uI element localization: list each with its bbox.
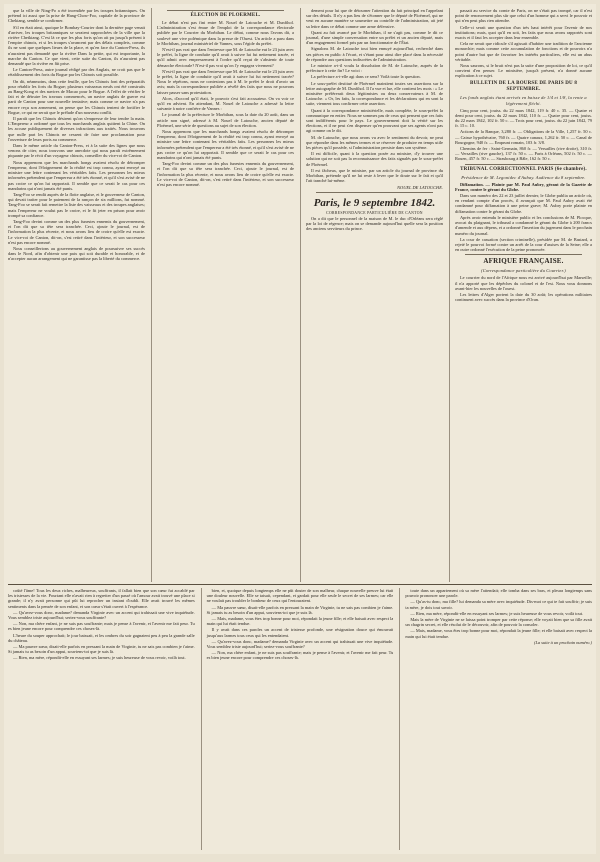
paragraph: Celle-ci serait une question d'un très haut intérêt pour l'avenir de nos institutions; mais, quoi qu'il en soit, les faits que nous avons rapportés sont exacts et il faut les accepter dans leur ensemble.: [455, 24, 592, 41]
paragraph: Le ministre a-t-il voulu la dissolution de M. de Latouche, auprès de la préfecture à cette fin? Le voici :: [306, 63, 443, 74]
paragraph: — Ma pauvre sœur, disait-elle parfois en pressant la main de Virginie, tu ne sais pas combien je t'aime. Si jamais tu as besoin d'un appui, souviens-toi que je suis là.: [8, 644, 195, 655]
paragraph: Quant à la correspondance ministérielle, mais complète, le sous-préfet la communique en entier. Nous ne sommes pas de ceux qui pensent que ces faits sont indifférents pour le pays. Le gouvernement doit la vérité sur les élections, et il ne peut s'en dispenser qu'en prouvant que ses agents n'ont pas agi comme on le dit.: [306, 107, 443, 134]
paragraph: N'est-il pas vrai que dans l'entrevue que M. de Latouche eut le 23 juin avec le préfet, la ligne de conduite qu'il avait à suivre lui fut nettement tracée, et qu'il admit avec empressement à l'ordre qu'il reçut de s'abstenir de toute démarche électorale? N'est-il pas vrai qu'on l'y engagea vivement?: [157, 47, 294, 68]
divider: [167, 10, 284, 11]
paragraph: — Rien, ma mère, répondit-elle en essuyant ses larmes; je suis heureuse de vous revoir, voilà tout.: [13, 655, 186, 661]
paragraph: Il est difficile, quant à la question posée au ministre, d'y trouver une solution qui ne soit pas la reconnaissance des faits signalés par le sous-préfet de Ploërmel.: [306, 151, 443, 167]
paragraph: Nous conseillerions au gouvernement anglais de poursuivre ses succès dans le Nord, afin d'obtenir une paix qui soit durable et honorable, et de n'accepter aucun arrangement qui ne garantisse pas la liberté du commerce.: [8, 245, 145, 262]
paragraph: coûté l'âme! Tous les deux riches, malheureux, souffrants, il fallait bien que son cœur fut accablé par les tristesses de la vie. Pourtant elle n'avait rien à regretter d'un passé où l'amour avait trouvé une place si grande; il n'y avait personne qui pût lui reprocher un instant d'oubli. Elle avait trouvé les mêmes sentiments dans la pensée de son enfant, et son cœur s'était ouvert à l'espérance.: [8, 588, 195, 609]
paragraph: Nous apprenons que les marchands hongs avaient résolu de détromper l'empereur, dont l'éloignement de la réalité est trop connu, ayant envoyé au ministre une lettre contenant les véritables faits. Les personnes les mieux informées prétendent que l'empereur a été très étonné, et qu'il s'est avisé de ne pas croire ce qu'on lui rapportait. Il semble que ce serait le cas pour ces mandarins qui n'ont jamais été punis.: [157, 129, 294, 161]
bourse-subheading: Les fonds anglais étant arrivés en baisse de 1/4 et 1/8, la rente a légèrement fléchi.: [460, 94, 587, 106]
paragraph: — Mais, madame, vous êtes trop bonne pour moi, répondait la jeune fille; et elle baisait avec respect la main qui lui était tendue.: [405, 628, 593, 639]
paragraph: Le journal de la préfecture le Morbihan, sous la date du 20 août, dans un article non signé, adressé à M. Nouel de Latouche, ancien député de Ploërmel, une série de questions au sujet de son élection.: [157, 112, 294, 128]
paragraph: Le Canton-Press, autre journal rédigé par des Anglais, ne croit pas que le rétablissement des forts du Bogue par les Chinois soit possible.: [8, 67, 145, 78]
paragraph: S'il en était ainsi, quoique le Bombay-Courier dont la dernière page venait d'arriver, les troupes britanniques se seraient rapprochées de la ville que la rivière Chetkiang. C'est là ce que les plus forts qu'on ait pu jusqu'à présent à l'empire chinois, et si les troupes s'avancent par des délais complets, comme ils ne sont que quelques lieues de la place, et qu'en face du Canton-Press, ils n'auraient pas demandé que la rivière Dans la petite, qui est importante, la marche du Canton. Ce que vient, cette suite du Canton, ils n'auraient pas demandé que la rivière en fût prise.: [8, 24, 145, 67]
paragraph: Il est fâcheux, que le ministre, par un article du journal de province du Morbihan, prétende qu'il ne lui reste à lever que le doute sur le fait et qu'il l'ait tranché lui-même.: [306, 167, 443, 184]
paragraph: Le débat n'est pas fini entre M. Nouel de Latouche et M. Dunfihol. L'administration s'est émue de l'emploi de la correspondance électorale publiée par le Courrier du Morbihan. Le débat, comme nous l'avons dit, a soulevé une vive polémique dans la presse de l'Ouest. Un article a paru dans le Morbihan, journal ministériel de Vannes, sous l'égide du préfet.: [157, 20, 294, 46]
afrique-heading: AFRIQUE FRANÇAISE.: [483, 257, 564, 266]
paragraph: Alors, d'accord qu'il était, le pouvoir s'est fait accusateur. On va voir ce qu'il en advient. En attendant, M. Nouel de Latouche a adressé la lettre suivante à notre confrère de Vannes :: [157, 95, 294, 112]
column-4: [449, 8, 592, 582]
paragraph: L'heure du souper approchait; le jour baissait, et les ombres du soir gagnaient peu à peu la grande salle du château.: [8, 632, 195, 643]
main-columns: [8, 8, 592, 582]
paragraph: toute dans un appartement où sa mère l'attendait; elle tomba dans ses bras, et pleura longtemps sans pouvoir prononcer une parole.: [405, 588, 593, 599]
tribunal-subheading: Présidence de M. Legonidec d'Aubay. Audience du 8 septembre.: [461, 174, 586, 180]
paragraph: Mais la mère de Virginie ne se laissa point tromper par cette réponse; elle voyait bien que sa fille avait un chagrin secret, et elle résolut de le découvrir, afin de pouvoir la consoler.: [405, 617, 593, 628]
paragraph: Nous apprenons que les marchands hongs avaient résolu de détromper l'empereur, dont l'éloignement de la réalité est trop connu, ayant envoyé au ministre une lettre contenant les véritables faits. Les personnes les mieux informées prétendent que l'empereur a été très étonné, et qu'il s'est avisé de ne pas croire ce qu'on lui rapportait. Il semble que ce serait le cas pour ces mandarins qui n'ont jamais été punis.: [8, 159, 145, 191]
dateline: Paris, le 9 septembre 1842.: [313, 196, 436, 209]
paragraph: La préfecture a-t-elle agi dans ce sens? Voilà toute la question.: [311, 74, 421, 80]
paragraph: Nous saurons, si le bruit n'est pas la suite d'une proposition de loi, ce qu'il convient d'en penser. Le ministère, jusqu'à présent, n'a donné aucune explication à ce sujet.: [455, 63, 592, 79]
paragraph: Il paraît que les Chinois désirent qu'on s'empresse de leur tendre la main. L'Empereur a ordonné que tous les marchands anglais quittent la Chine. On les accuse publiquement de diverses infractions aux traités. Nous trouvons que nulle part les Chinois ne cessent de faire une proclamation pour l'ouverture de leurs ports au commerce.: [8, 116, 145, 142]
paragraph: Chemins de fer : Saint-Germain, 860 fr. — Versailles (rive droite), 310 fr. — Versailles (rive gauche), 137 fr. 50 c. — Paris à Orléans, 502 fr. 50 c. — Rouen, 457 fr. 50 c. — Strasbourg à Bâle, 162 fr. 50 c.: [455, 146, 592, 162]
paragraph: que la ville de Ning-Po a été incendiée par les troupes britanniques. On prétend ici aussi que la prise de Hang-Chow-Foo, capitale de la province de Chekiang, semble se confirmer.: [8, 8, 145, 24]
paragraph: Quant au fait avancé par le Morbihan, il ne s'agit pas, comme le dit ce journal, d'une simple conversation entre un préfet et un ancien député, mais d'un engagement formel pris par un fonctionnaire de l'État.: [306, 29, 443, 46]
signature: NOUEL DE LATOUCHE.: [397, 184, 443, 190]
newspaper-page: [4, 4, 596, 854]
afrique-subheading: (Correspondance particulière du Courrier.): [481, 268, 566, 274]
paragraph: bien, et, quoique depuis longtemps elle ne pût douter de son malheur, chaque nouvelle preuve lui était une douleur nouvelle. Elle se taisait, cependant, et gardait pour elle seule le secret de ses larmes; car elle ne voulait pas troubler le bonheur de ceux qui l'entouraient.: [206, 588, 394, 604]
election-heading: ÉLECTION DE PLOERMEL.: [190, 13, 261, 18]
paragraph: dement pour lui que de détourner l'attention du fait principal en l'appelant sur des détails. Il n'y a pas lieu de s'étonner que le député de Ploërmel, qui ne veut en aucune manière se soumettre au contrôle de l'administration, ait jeté sa lettre dans ce débat comme une arme défensive.: [306, 8, 443, 29]
paragraph: On a dit que le personnel de la maison de M. le duc d'Orléans sera réglé par la loi de régence; mais on se demande aujourd'hui quelle sera la position des anciens serviteurs du prince.: [306, 215, 443, 232]
bourse-heading: BULLETIN DE LA BOURSE DE PARIS DU 8 SEPTEMBRE.: [469, 80, 578, 92]
divider: [465, 254, 582, 255]
feuilleton: [8, 588, 592, 850]
paragraph: Le sous-préfet destitué de Ploërmel maintient toutes ses assertions sur la lettre autographe de M. Dunfihol. Il l'a vue et lue, elle contient les mots : « Le ministère préférerait deux légitimistes ou deux conservateurs à M. de Latouche. » Or, les faits, la correspondance et les déclarations qui en sont la suite, viennent tous confirmer cette assertion.: [306, 80, 443, 107]
paragraph: Cela ne serait que ridicule s'il agissait d'habiter une tradition de l'ancienne monarchie; mais comme cette accumulation de fonctions et de pouvoirs n'a point d'autre but que de favoriser les intérêts particuliers, elle est un abus véritable.: [455, 41, 592, 62]
divider: [316, 192, 433, 193]
column-3: [300, 8, 443, 582]
paragraph: Dans son numéro des 22 et 23 juillet dernier, le Globe publia un article où, en rendant compte d'un procès, il avançait que M. Paul Aubry avait été condamné pour diffamation à une peine grave; M. Aubry porte plainte en diffamation contre le gérant du Globe.: [455, 193, 592, 214]
paragraph: — Non, ma chère enfant, je ne suis pas souffrante; mais je pense à l'avenir, et l'avenir me fait peur. Tu es bien jeune encore pour comprendre ces choses-là.: [8, 621, 195, 632]
paragraph: On dit, néanmoins, dans cette feuille, que les Chinois font des préparatifs pour rétablir les forts du Bogue; plusieurs vaisseaux neufs ont été construits au Bang-Kong et des navires de Macao pour le Bogue. A l'effet de vérifier le fait et de détruire les travaux commencés, un navire anglais de guerre est parti de Canton pour une nouvelle tentative; mais comme ce navire n'a pas encore reçu son armement, on pense que les Chinois tentent de fortifier le Bogue, ce qui ne serait que le prélude d'un nouveau conflit.: [8, 78, 145, 115]
paragraph: Il y avait dans ces paroles un accent de tristesse profonde, une résignation douce qui émouvait jusqu'aux larmes tous ceux qui les entendaient.: [206, 627, 394, 638]
paragraph: — Mais, madame, vous êtes trop bonne pour moi, répondait la jeune fille; et elle baisait avec respect la main qui lui était tendue.: [206, 616, 394, 627]
paragraph: Diffamation. — Plainte par M. Paul Aubry, gérant de la Gazette de France, contre le gérant du Globe.: [455, 181, 592, 192]
feuilleton-divider: [8, 584, 592, 586]
column-2: [151, 8, 294, 582]
feuilleton-column-3: [399, 588, 592, 850]
paragraph: La cour de cassation (section criminelle), présidée par M. de Bastard, a rejeté le pourvoi formé contre un arrêt de la cour d'assises de la Seine; elle a en outre ordonné l'exécution de la peine prononcée.: [455, 236, 592, 253]
paragraph: Tang-Foo devint comme un des plus funestes ennemis du gouvernement, et l'on dit que sa tête sera tranchée. Ceci, ajoute le journal, est de l'information la plus récente, et nous avons lieu de croire qu'elle est exacte. Le vice-roi de Canton, dit-on, s'est retiré dans l'intérieur, et son successeur n'est pas encore nommé.: [8, 218, 145, 245]
paragraph: Dans le même article du Canton-Press, et à la suite des lignes que nous venons de citer, nous trouvons une anecdote qui nous paraît extrêmement piquante par le récit d'un voyageur chinois, conseiller du vice-roi de Canton.: [8, 143, 145, 159]
paragraph: N'est-il pas vrai que dans l'entrevue que M. de Latouche eut le 23 juin avec le préfet, la ligne de conduite qu'il avait à suivre lui fut nettement tracée? Nous le répétons, nous ne contestons pas à M. le préfet le droit d'avoir un avis; mais la correspondance publiée a révélé des faits que nous ne pouvons laisser passer sans protestation.: [157, 68, 294, 95]
paragraph: — Qu'as-tu donc, ma fille? lui demanda sa mère avec inquiétude. Dis-moi ce qui te fait souffrir; je suis ta mère, je dois tout savoir.: [405, 599, 593, 610]
feuilleton-column-2: [201, 588, 394, 850]
divider: [465, 164, 582, 165]
paragraph: Signalons M. de Latouche tout bien ennuyé aujourd'hui, recherché dans ses pièces en public à l'écart, et s'étant pour ainsi dire placé dans la nécessité de répondre aux questions indiscrètes de l'administration.: [306, 46, 443, 62]
paragraph: Après avoir entendu le ministère public et les conclusions de M. Plocque, avocat du plaignant, le tribunal a condamné le gérant du Globe à 200 francs d'amende et aux dépens, et a ordonné l'insertion du jugement dans le prochain numéro du journal.: [455, 214, 592, 236]
paragraph: Le courrier du nord de l'Afrique nous est arrivé aujourd'hui par Marseille; il n'a apporté que les dépêches du colonel et de l'est. Nous vous donnons avant-hier les nouvelles de l'ouest.: [455, 275, 592, 291]
paragraph: Actions de la Banque, 3,280 fr. — Obligations de la Ville, 1,257 fr. 50 c. — Caisse hypothécaire, 760 fr. — Quatre canaux, 1,262 fr. 50 c. — Canal de Bourgogne, 940 fr. — Emprunt romain, 103 fr. 3/8.: [455, 129, 592, 145]
paragraph: Tang-Foo devint comme un des plus funestes ennemis du gouvernement, et l'on dit que sa tête sera tranchée. Ceci, ajoute le journal, est de l'information la plus récente, et nous avons lieu de croire qu'elle est exacte. Le vice-roi de Canton, dit-on, s'est retiré dans l'intérieur, et son successeur n'est pas encore nommé.: [157, 161, 294, 188]
paragraph: — Non, ma chère enfant, je ne suis pas souffrante; mais je pense à l'avenir, et l'avenir me fait peur. Tu es bien jeune encore pour comprendre ces choses-là.: [206, 650, 394, 661]
paragraph: Les lettres d'Alger portent la date du 30 août; les opérations militaires continuent avec succès dans la province d'Oran.: [455, 291, 592, 303]
paragraph: Cinq pour cent, jouiss. du 22 mars 1842, 119 fr. 40 c. 35. — Quatre et demi pour cent, jouiss. du 22 mars 1842, 110 fr. — Quatre pour cent, jouiss. du 22 mars 1842, 102 fr. 50 c. — Trois pour cent, jouiss. du 22 juin 1842, 79 fr. 15 c. 10.: [455, 107, 592, 129]
tribunal-heading: TRIBUNAL CORRECTIONNEL PARIS (6e chambre).: [460, 166, 587, 172]
paragraph: Tang-Foo se rendit auprès de la flotte anglaise, et le gouverneur de Canton, qui devait traiter pour le paiement de la rançon de six millions, fut nommé. Tang-Foo se serait fait remettre la liste des vaisseaux et des troupes anglaises; mais l'empereur ne voulut pas le croire, et le fit jeter en prison pour avoir trompé sa confiance.: [8, 191, 145, 218]
paragraph: — Rien, ma mère, répondit-elle en essuyant ses larmes; je suis heureuse de vous revoir, voilà tout.: [410, 610, 584, 616]
paragraph: — Ma pauvre sœur, disait-elle parfois en pressant la main de Virginie, tu ne sais pas combien je t'aime. Si jamais tu as besoin d'un appui, souviens-toi que je suis là.: [206, 604, 394, 615]
to-be-continued: (La suite à un prochain numéro.): [534, 639, 593, 645]
feuilleton-column-1: [8, 588, 195, 850]
paragraph: — Qu'avez-vous donc, madame? demanda Virginie avec un accent qui trahissait une vive inquiétude. Vous semblez triste aujourd'hui; seriez-vous souffrante?: [206, 638, 394, 650]
paragraph: M. de Latouche, que nous avons vu avec le sentiment du devoir, ne peut que répondre dans les mêmes termes et se réserver de produire en temps utile les pièces qu'il possède, si l'administration persiste dans son système.: [306, 134, 443, 151]
paragraph: — Qu'avez-vous donc, madame? demanda Virginie avec un accent qui trahissait une vive inquiétude. Vous semblez triste aujourd'hui; seriez-vous souffrante?: [8, 609, 195, 621]
dateline-subtitle: CORRESPONDANCE PARTICULIÈRE DE CANTON: [326, 210, 423, 215]
column-1: [8, 8, 145, 582]
paragraph: passait au service du comte de Paris, on ne s'était pas trompé, car il n'est point de renoncement plus sûr que celui d'un homme qui a servi le pouvoir et qui n'en peut plus rien attendre.: [455, 8, 592, 24]
